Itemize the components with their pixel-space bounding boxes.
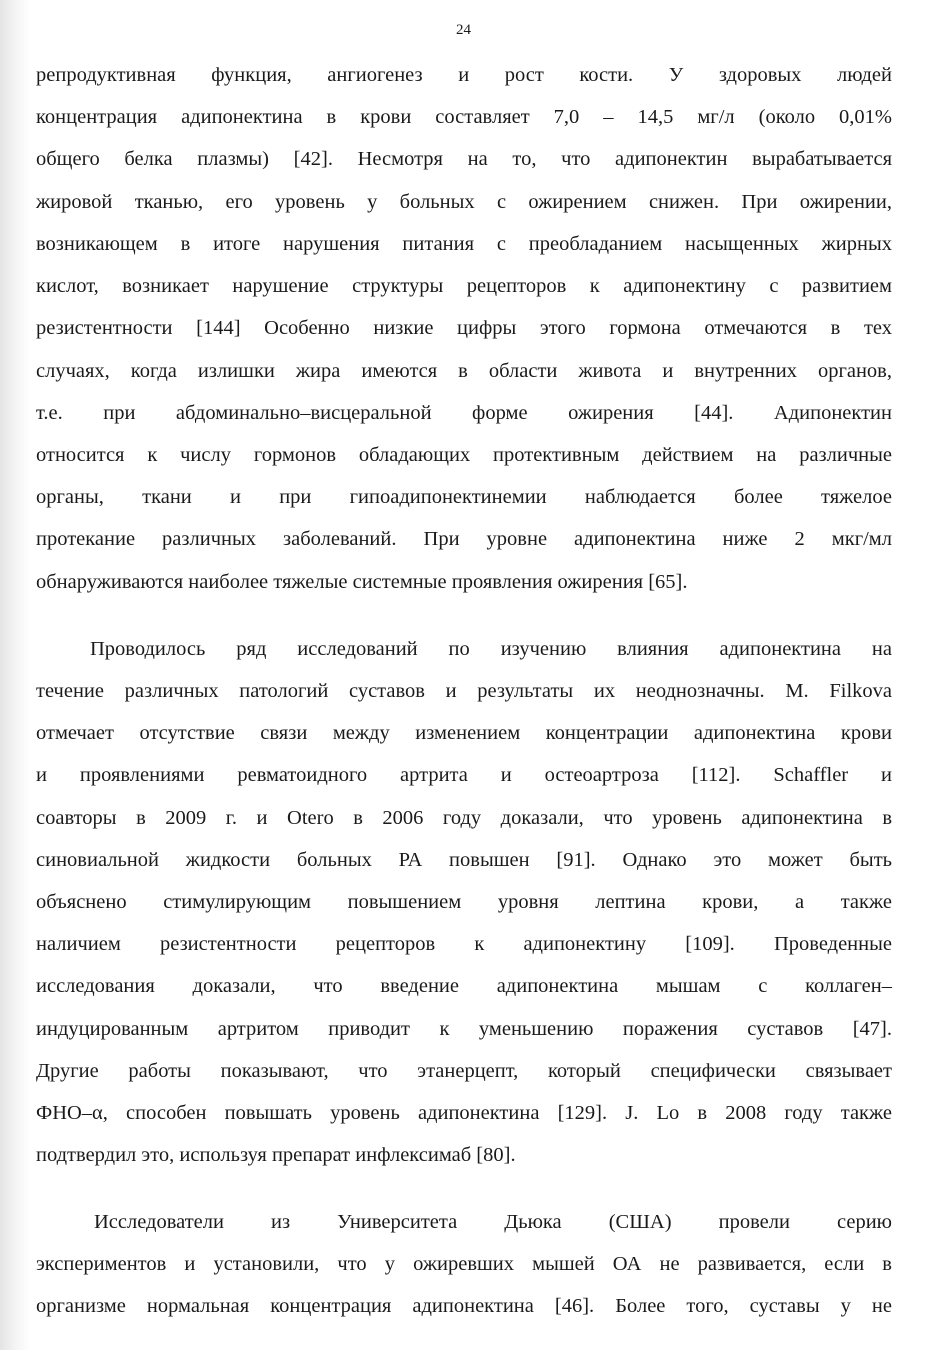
text-line: ФНО–α, способен повышать уровень адипонектина [129]. J. Lo в 2008 году также [36, 1102, 892, 1124]
text-line: общего белка плазмы) [42]. Несмотря на то, что адипонектин вырабатывается [36, 148, 892, 170]
text-line: репродуктивная функция, ангиогенез и рост кости. У здоровых людей [36, 64, 892, 86]
text-line: т.е. при абдоминально–висцеральной форме ожирения [44]. Адипонектин [36, 402, 892, 424]
text-line: исследования доказали, что введение адипонектина мышам с коллаген– [36, 975, 892, 997]
text-line: возникающем в итоге нарушения питания с преобладанием насыщенных жирных [36, 233, 892, 255]
text-line: концентрация адипонектина в крови составляет 7,0 – 14,5 мг/л (около 0,01% [36, 106, 892, 128]
text-line: организме нормальная концентрация адипонектина [46]. Более того, суставы у не [36, 1295, 892, 1317]
text-line: экспериментов и установили, что у ожиревших мышей ОА не развивается, если в [36, 1253, 892, 1275]
text-line: объяснено стимулирующим повышением уровня лептина крови, а также [36, 891, 892, 913]
text-line: протекание различных заболеваний. При уровне адипонектина ниже 2 мкг/мл [36, 528, 892, 550]
text-line: синовиальной жидкости больных РА повышен [91]. Однако это может быть [36, 849, 892, 871]
text-line: жировой тканью, его уровень у больных с ожирением снижен. При ожирении, [36, 191, 892, 213]
text-line: Исследователи из Университета Дьюка (США) провели серию [94, 1211, 892, 1233]
page-number: 24 [456, 22, 471, 38]
text-line: органы, ткани и при гипоадипонектинемии наблюдается более тяжелое [36, 486, 892, 508]
text-line: случаях, когда излишки жира имеются в области живота и внутренних органов, [36, 360, 892, 382]
text-line: кислот, возникает нарушение структуры рецепторов к адипонектину с развитием [36, 275, 892, 297]
text-line: наличием резистентности рецепторов к адипонектину [109]. Проведенные [36, 933, 892, 955]
text-line: соавторы в 2009 г. и Otero в 2006 году доказали, что уровень адипонектина в [36, 807, 892, 829]
text-line: обнаруживаются наиболее тяжелые системные проявления ожирения [65]. [36, 571, 688, 593]
text-line: индуцированным артритом приводит к уменьшению поражения суставов [47]. [36, 1018, 892, 1040]
text-line: Другие работы показывают, что этанерцепт, который специфически связывает [36, 1060, 892, 1082]
text-line: течение различных патологий суставов и результаты их неоднозначны. M. Filkova [36, 680, 892, 702]
text-line: Проводилось ряд исследований по изучению влияния адипонектина на [90, 638, 892, 660]
text-line: и проявлениями ревматоидного артрита и остеоартроза [112]. Schaffler и [36, 764, 892, 786]
text-line: относится к числу гормонов обладающих протективным действием на различные [36, 444, 892, 466]
text-line: отмечает отсутствие связи между изменением концентрации адипонектина крови [36, 722, 892, 744]
text-line: резистентности [144] Особенно низкие цифры этого гормона отмечаются в тех [36, 317, 892, 339]
scan-shadow-edge [0, 0, 30, 1350]
text-line: подтвердил это, используя препарат инфлексимаб [80]. [36, 1144, 516, 1166]
